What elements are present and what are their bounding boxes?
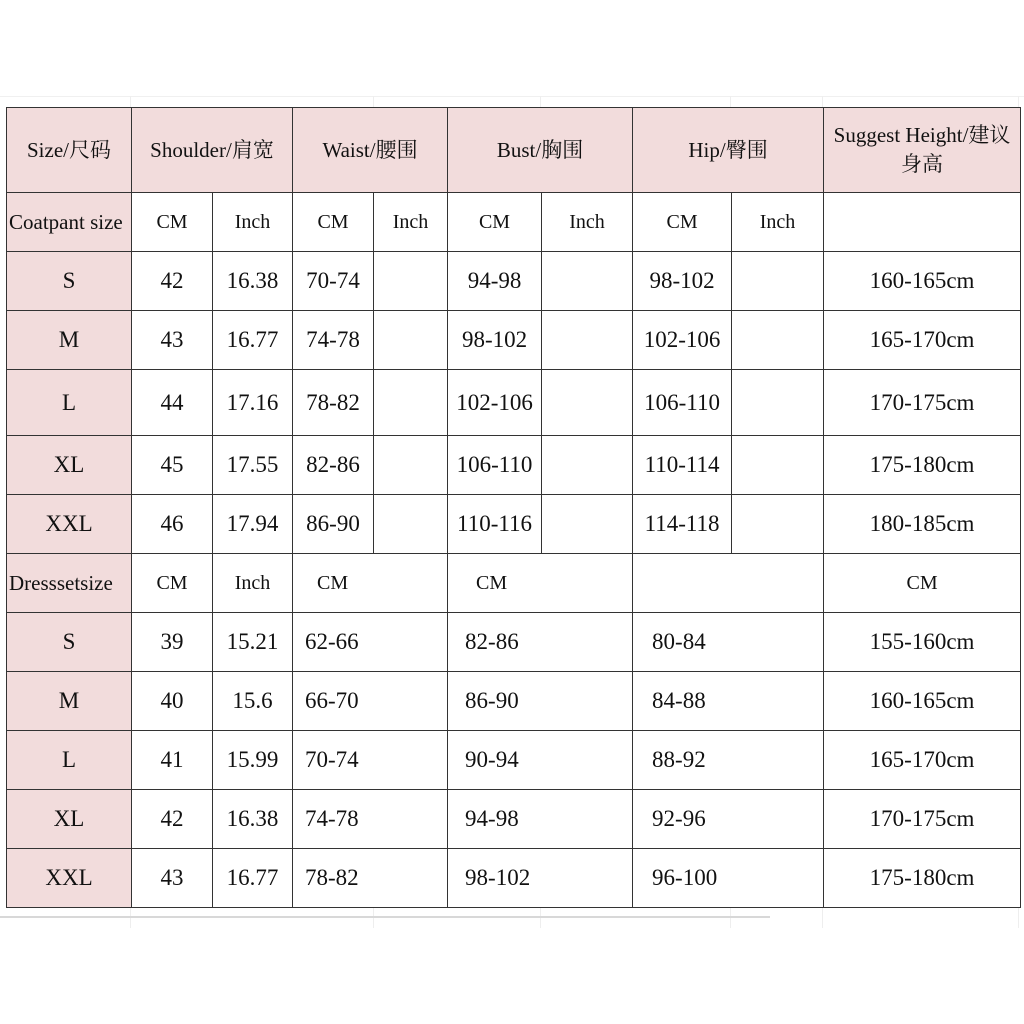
- shoulder-cm-cell: 41: [132, 731, 213, 790]
- hip-inch-cell: [732, 370, 824, 436]
- waist-cell: 78-82: [293, 849, 448, 908]
- waist-cell: 66-70: [293, 672, 448, 731]
- unit-cell: Inch: [732, 193, 824, 252]
- height-cell: 175-180cm: [824, 849, 1021, 908]
- table-row: [7, 849, 1021, 908]
- shoulder-cm-cell: 42: [132, 790, 213, 849]
- bust-cell: 86-90: [448, 672, 633, 731]
- shoulder-inch-cell: 15.6: [213, 672, 293, 731]
- shoulder-inch-cell: 16.77: [213, 849, 293, 908]
- hip-cm-cell: 106-110: [633, 370, 732, 436]
- shoulder-cm-cell: 44: [132, 370, 213, 436]
- size-cell: M: [7, 311, 132, 370]
- size-cell: XL: [7, 436, 132, 495]
- bust-cm-cell: 106-110: [448, 436, 542, 495]
- unit-cell: Inch: [213, 554, 293, 613]
- table-row: [7, 370, 1021, 436]
- waist-cell: 62-66: [293, 613, 448, 672]
- waist-cell: 74-78: [293, 790, 448, 849]
- shoulder-inch-cell: 15.99: [213, 731, 293, 790]
- table-row: [7, 790, 1021, 849]
- size-cell: XXL: [7, 495, 132, 554]
- table-row: [7, 311, 1021, 370]
- hip-inch-cell: [732, 436, 824, 495]
- height-cell: 160-165cm: [824, 672, 1021, 731]
- shoulder-inch-cell: 16.38: [213, 252, 293, 311]
- bust-cm-cell: 110-116: [448, 495, 542, 554]
- unit-cell: [633, 554, 824, 613]
- waist-cm-cell: 78-82: [293, 370, 374, 436]
- unit-cell: Inch: [542, 193, 633, 252]
- size-cell: S: [7, 252, 132, 311]
- waist-cm-cell: 74-78: [293, 311, 374, 370]
- background-gridline: [0, 916, 770, 918]
- size-header: Size/尺码: [7, 108, 132, 193]
- bust-inch-cell: [542, 436, 633, 495]
- bust-header: Bust/胸围: [448, 108, 633, 193]
- shoulder-cm-cell: 42: [132, 252, 213, 311]
- shoulder-cm-cell: 46: [132, 495, 213, 554]
- bust-cm-cell: 94-98: [448, 252, 542, 311]
- waist-inch-cell: [374, 252, 448, 311]
- height-cell: 170-175cm: [824, 790, 1021, 849]
- waist-inch-cell: [374, 370, 448, 436]
- hip-cm-cell: 114-118: [633, 495, 732, 554]
- shoulder-inch-cell: 17.16: [213, 370, 293, 436]
- size-cell: L: [7, 370, 132, 436]
- table-row: [7, 731, 1021, 790]
- waist-cm-cell: 70-74: [293, 252, 374, 311]
- bust-cell: 82-86: [448, 613, 633, 672]
- table-row: [7, 495, 1021, 554]
- hip-cm-cell: 98-102: [633, 252, 732, 311]
- bust-inch-cell: [542, 495, 633, 554]
- table-row: [7, 672, 1021, 731]
- shoulder-cm-cell: 43: [132, 849, 213, 908]
- waist-header: Waist/腰围: [293, 108, 448, 193]
- waist-inch-cell: [374, 436, 448, 495]
- shoulder-cm-cell: 45: [132, 436, 213, 495]
- unit-row: [7, 554, 1021, 613]
- coatpant-section-label: Coatpant size: [7, 193, 132, 252]
- shoulder-header: Shoulder/肩宽: [132, 108, 293, 193]
- bust-inch-cell: [542, 252, 633, 311]
- size-cell: L: [7, 731, 132, 790]
- size-cell: XL: [7, 790, 132, 849]
- height-cell: 165-170cm: [824, 311, 1021, 370]
- waist-cm-cell: 86-90: [293, 495, 374, 554]
- size-cell: M: [7, 672, 132, 731]
- hip-inch-cell: [732, 311, 824, 370]
- shoulder-cm-cell: 40: [132, 672, 213, 731]
- header-row: [7, 108, 1021, 193]
- shoulder-inch-cell: 17.55: [213, 436, 293, 495]
- unit-cell: Inch: [374, 193, 448, 252]
- shoulder-inch-cell: 16.38: [213, 790, 293, 849]
- unit-cell: CM: [448, 554, 633, 613]
- bust-cell: 90-94: [448, 731, 633, 790]
- height-cell: 175-180cm: [824, 436, 1021, 495]
- shoulder-cm-cell: 39: [132, 613, 213, 672]
- bust-cm-cell: 102-106: [448, 370, 542, 436]
- hip-cell: 84-88: [633, 672, 824, 731]
- waist-inch-cell: [374, 495, 448, 554]
- unit-cell: [824, 193, 1021, 252]
- dressset-section-label: Dresssetsize: [7, 554, 132, 613]
- table-row: [7, 436, 1021, 495]
- hip-inch-cell: [732, 495, 824, 554]
- hip-cm-cell: 110-114: [633, 436, 732, 495]
- height-cell: 155-160cm: [824, 613, 1021, 672]
- unit-cell: CM: [132, 193, 213, 252]
- hip-cell: 92-96: [633, 790, 824, 849]
- table-row: [7, 613, 1021, 672]
- hip-cell: 88-92: [633, 731, 824, 790]
- shoulder-inch-cell: 16.77: [213, 311, 293, 370]
- height-header: Suggest Height/建议身高: [824, 108, 1021, 193]
- bust-cell: 98-102: [448, 849, 633, 908]
- unit-cell: CM: [293, 193, 374, 252]
- waist-cm-cell: 82-86: [293, 436, 374, 495]
- bust-inch-cell: [542, 370, 633, 436]
- unit-cell: CM: [633, 193, 732, 252]
- hip-inch-cell: [732, 252, 824, 311]
- hip-header: Hip/臀围: [633, 108, 824, 193]
- hip-cell: 96-100: [633, 849, 824, 908]
- waist-inch-cell: [374, 311, 448, 370]
- table-row: [7, 252, 1021, 311]
- bust-cm-cell: 98-102: [448, 311, 542, 370]
- unit-cell: Inch: [213, 193, 293, 252]
- unit-row: [7, 193, 1021, 252]
- size-chart-table: [6, 107, 1021, 908]
- unit-cell: CM: [132, 554, 213, 613]
- hip-cm-cell: 102-106: [633, 311, 732, 370]
- shoulder-inch-cell: 15.21: [213, 613, 293, 672]
- hip-cell: 80-84: [633, 613, 824, 672]
- shoulder-inch-cell: 17.94: [213, 495, 293, 554]
- height-cell: 170-175cm: [824, 370, 1021, 436]
- height-cell: 180-185cm: [824, 495, 1021, 554]
- size-cell: S: [7, 613, 132, 672]
- unit-cell: CM: [824, 554, 1021, 613]
- height-cell: 165-170cm: [824, 731, 1021, 790]
- shoulder-cm-cell: 43: [132, 311, 213, 370]
- bust-cell: 94-98: [448, 790, 633, 849]
- height-cell: 160-165cm: [824, 252, 1021, 311]
- bust-inch-cell: [542, 311, 633, 370]
- background-gridline: [0, 96, 1024, 97]
- waist-cell: 70-74: [293, 731, 448, 790]
- unit-cell: CM: [293, 554, 448, 613]
- unit-cell: CM: [448, 193, 542, 252]
- size-cell: XXL: [7, 849, 132, 908]
